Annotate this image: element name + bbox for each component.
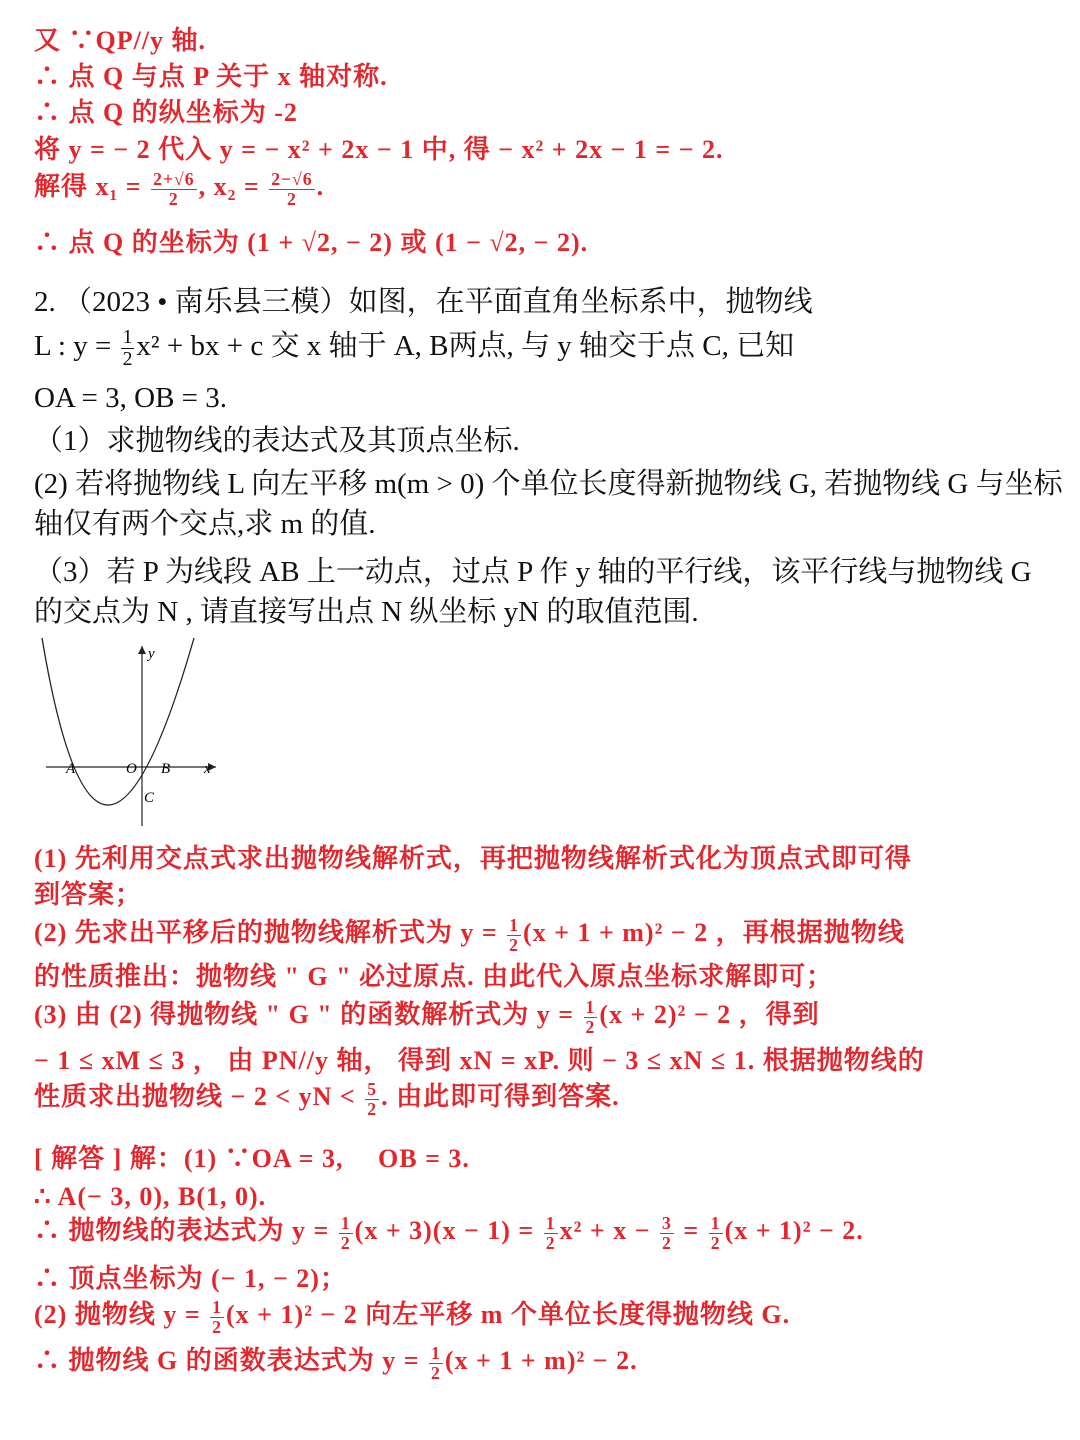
- analysis-line-5: (3) 由 (2) 得抛物线 " G " 的函数解析式为 y = $\frac{1}{2}$ (x + 2)² − 2 ，得到: [34, 997, 820, 1037]
- problem-line-2: L : y = $\frac{1}{2}$ x² + bx + c 交 x 轴于 A, B两点, 与 y 轴交于点 C, 已知: [34, 326, 795, 370]
- origin-label: O: [126, 761, 137, 777]
- prev-line-6: ∴ 点 Q 的坐标为 (1 + √2, − 2) 或 (1 − √2, − 2).: [34, 228, 589, 257]
- fraction: $\frac{1}{2}$: [710, 1213, 721, 1253]
- answer-line-2: ∴ A(− 3, 0), B(1, 0).: [34, 1182, 267, 1211]
- prev-line-3: ∴ 点 Q 的纵坐标为 -2: [34, 98, 298, 127]
- parabola-graph: [34, 636, 224, 836]
- prev-line-2: ∴ 点 Q 与点 P 关于 x 轴对称.: [34, 62, 388, 91]
- parabola-curve: [42, 638, 194, 805]
- fraction: $\frac{1}{2}$: [340, 1213, 351, 1253]
- prev-line-1: 又 ∵QP//y 轴.: [34, 26, 207, 55]
- point-a-label: A: [66, 761, 76, 777]
- point-c-label: C: [144, 790, 155, 806]
- question-2: (2) 若将抛物线 L 向左平移 m(m > 0) 个单位长度得新抛物线 G, 若抛物线 G 与坐标轴仅有两个交点,求 m 的值.: [34, 468, 1063, 540]
- question-3: （3）若 P 为线段 AB 上一动点，过点 P 作 y 轴的平行线，该平行线与抛物线 G 的交点为 N , 请直接写出点 N 纵坐标 yN 的取值范围.: [34, 556, 1032, 628]
- question-1: （1）求抛物线的表达式及其顶点坐标.: [34, 425, 520, 457]
- fraction: $\frac{2-√6}{2}$: [271, 169, 313, 209]
- problem-title: 2. （2023 • 南乐县三模）如图，在平面直角坐标系中，抛物线: [34, 286, 813, 318]
- fraction: $\frac{1}{2}$: [545, 1213, 556, 1253]
- problem-line-3: OA = 3, OB = 3.: [34, 382, 228, 414]
- fraction: $\frac{1}{2}$: [431, 1343, 441, 1383]
- analysis-line-4: 的性质推出：抛物线 " G " 必过原点. 由此代入原点坐标求解即可；: [34, 962, 834, 991]
- fraction: $\frac{1}{2}$: [585, 997, 596, 1037]
- prev-line-5: 解得 x₁ = $\frac{2+√6}{2}$ , x₂ = $\frac{2-√6}{2}$ .: [34, 169, 325, 209]
- fraction: $\frac{3}{2}$: [662, 1213, 672, 1253]
- analysis-line-3: (2) 先求出平移后的抛物线解析式为 y = $\frac{1}{2}$ (x + 1 + m)² − 2 ，再根据抛物线: [34, 915, 905, 955]
- prev-line-4: 将 y = − 2 代入 y = − x² + 2x − 1 中, 得 − x² + 2x − 1 = − 2.: [34, 135, 724, 164]
- fraction: $\frac{1}{2}$: [122, 326, 133, 370]
- answer-line-6: ∴ 抛物线 G 的函数表达式为 y = $\frac{1}{2}$ (x + 1 + m)² − 2.: [34, 1343, 638, 1383]
- fraction: $\frac{1}{2}$: [212, 1297, 222, 1337]
- answer-line-4: ∴ 顶点坐标为 (− 1, − 2)；: [34, 1264, 347, 1293]
- answer-line-1: [ 解答 ] 解：(1) ∵OA = 3, OB = 3.: [34, 1144, 470, 1173]
- fraction: $\frac{5}{2}$: [367, 1079, 378, 1119]
- analysis-line-1: (1) 先利用交点式求出抛物线解析式，再把抛物线解析式化为顶点式即可得: [34, 844, 912, 873]
- analysis-line-2: 到答案；: [34, 880, 143, 909]
- point-b-label: B: [161, 761, 171, 777]
- analysis-line-6: − 1 ≤ xM ≤ 3 ， 由 PN//y 轴， 得到 xN = xP. 则 − 3 ≤ xN ≤ 1. 根据抛物线的: [34, 1046, 925, 1075]
- answer-line-5: (2) 抛物线 y = $\frac{1}{2}$ (x + 1)² − 2 向左平移 m 个单位长度得抛物线 G.: [34, 1297, 791, 1337]
- answer-line-3: ∴ 抛物线的表达式为 y = $\frac{1}{2}$ (x + 3)(x − 1) = $\frac{1}{2}$ x² + x − $\frac{3}{2}$ = $\frac{1}{2}$ (x + 1)² − 2.: [34, 1213, 864, 1253]
- x-label: x: [204, 761, 211, 777]
- y-axis-arrow: [138, 646, 146, 654]
- fraction: $\frac{1}{2}$: [509, 915, 519, 955]
- analysis-line-7: 性质求出抛物线 − 2 < yN < $\frac{5}{2}$ . 由此即可得到答案.: [34, 1079, 620, 1119]
- fraction: $\frac{2+√6}{2}$: [153, 169, 195, 209]
- y-label: y: [148, 646, 155, 662]
